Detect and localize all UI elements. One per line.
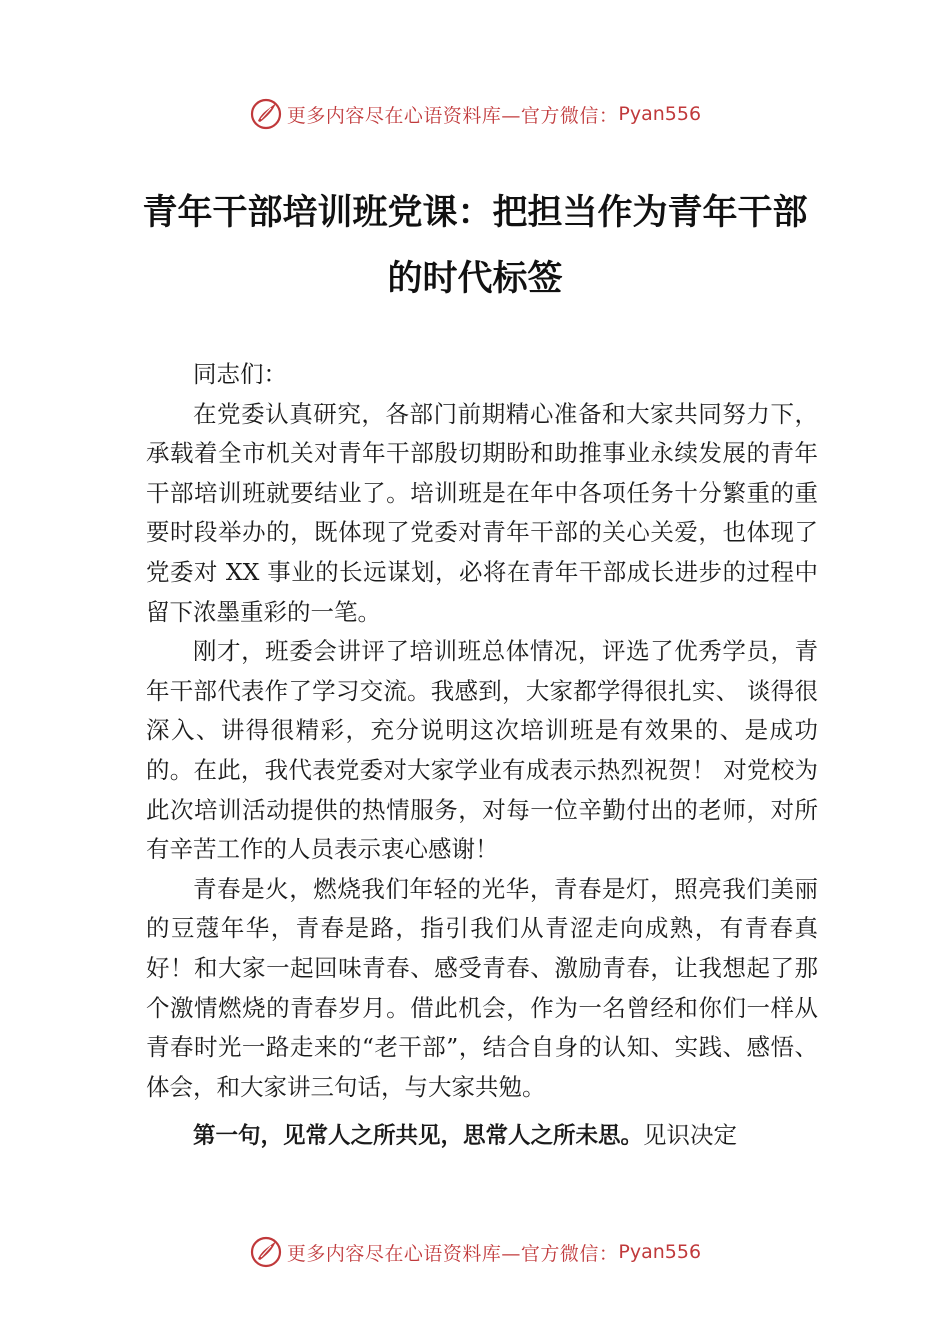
- logo-icon: [249, 1235, 283, 1269]
- page-title: 青年干部培训班党课：把担当作为青年干部的时代标签: [142, 192, 808, 299]
- watermark-wechat: Pyan556: [618, 1241, 702, 1263]
- footer-watermark: [0, 1232, 950, 1272]
- watermark-text: 更多内容尽在心语资料库—官方微信：: [286, 1242, 619, 1265]
- paragraph: 刚才，班委会讲评了培训班总体情况，评选了优秀学员，青年干部代表作了学习交流。我感到，大家都学得很扎实、 谈得很深入、讲得很精彩，充分说明这次培训班是有效果的、是成功的。在此，我代表党委对大家学业有成表示热烈祝贺！ 对党校为此次培训活动提供的热情服务，对每一位辛勤付出的老师，对所有辛苦工作的人员表示衷心感谢！: [146, 637, 818, 864]
- document-body: [146, 355, 818, 1157]
- logo-icon: [249, 97, 283, 131]
- first-point-heading: 第一句，见常人之所共见，思常人之所未思。: [193, 1123, 644, 1150]
- watermark-text: 更多内容尽在心语资料库—官方微信：: [286, 104, 619, 127]
- salutation: 同志们：: [193, 360, 287, 388]
- paragraph: 在党委认真研究，各部门前期精心准备和大家共同努力下，承载着全市机关对青年干部殷切期盼和助推事业永续发展的青年干部培训班就要结业了。培训班是在年中各项任务十分繁重的重要时段举办的，既体现了党委对青年干部的关心关爱，也体现了党委对 XX 事业的长远谋划，必将在青年干部成长进步的过程中留下浓墨重彩的一笔。: [146, 399, 818, 626]
- paragraph-first-point: [146, 1116, 818, 1157]
- paragraph: 青春是火，燃烧我们年轻的光华，青春是灯，照亮我们美丽的豆蔻年华，青春是路，指引我们从青涩走向成熟，有青春真好！和大家一起回味青春、感受青春、激励青春，让我想起了那个激情燃烧的青春岁月。借此机会，作为一名曾经和你们一样从青春时光一路走来的“老干部”，结合自身的认知、实践、感悟、体会，和大家讲三句话，与大家共勉。: [146, 874, 818, 1101]
- first-point-text: 见识决定: [643, 1121, 738, 1150]
- header-watermark: [0, 94, 950, 134]
- watermark-wechat: Pyan556: [618, 103, 702, 125]
